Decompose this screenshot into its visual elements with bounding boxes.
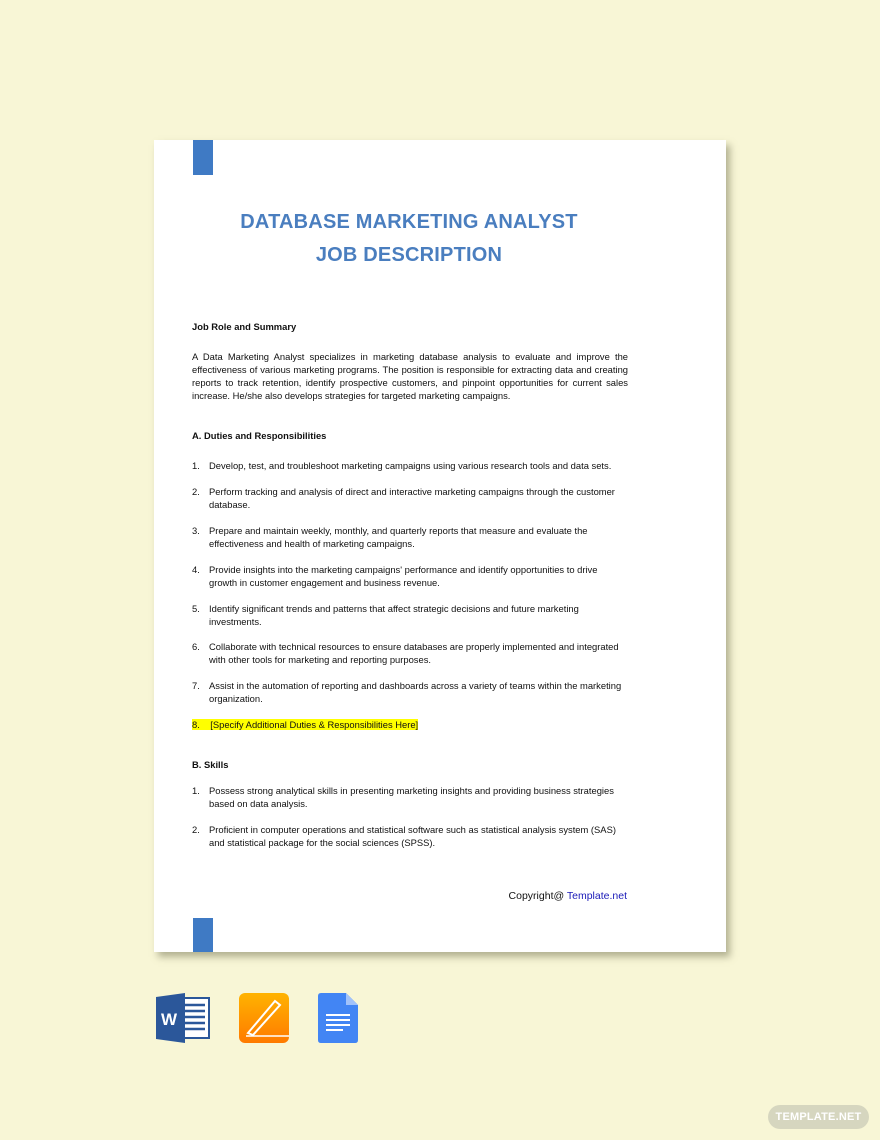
item-number: 3.: [192, 525, 200, 536]
item-text: Collaborate with technical resources to ensure databases are properly implemented and integrated with other tools for marketing and reporting purposes.: [209, 641, 619, 665]
duty-item-placeholder: [192, 718, 628, 731]
copyright-text: Copyright@: [508, 890, 567, 902]
item-text: Possess strong analytical skills in presenting marketing insights and providing business strategies based on data analysis.: [209, 785, 614, 809]
item-number: 8.: [192, 719, 200, 730]
item-number: 7.: [192, 680, 200, 691]
item-number: 1.: [192, 460, 200, 471]
top-accent-bar: [193, 140, 213, 175]
duty-item: [192, 679, 628, 705]
item-text: Assist in the automation of reporting and dashboards across a variety of teams within the marketing organization.: [209, 680, 622, 704]
duty-item: [192, 459, 628, 472]
title-line-1: DATABASE MARKETING ANALYST: [240, 211, 578, 233]
word-icon[interactable]: [156, 993, 210, 1043]
item-text: Proficient in computer operations and statistical software such as statistical analysis system (SAS) and statistical package for the social sciences (SPSS).: [209, 824, 616, 848]
summary-text: A Data Marketing Analyst specializes in marketing database analysis to evaluate and improve the effectiveness of various marketing programs. The position is responsible for extracting data and creating reports to track retention, identify prospective customers, and pinpoint opportunities for current sales increase. He/she also develops strategies for targeted marketing campaigns.: [192, 351, 628, 401]
copyright: [509, 890, 627, 902]
item-text: Provide insights into the marketing campaigns' performance and identify opportunities to drive growth in customer engagement and business revenue.: [209, 564, 598, 588]
summary-heading: Job Role and Summary: [192, 321, 297, 332]
duty-item: [192, 602, 628, 628]
duty-item: [192, 640, 628, 666]
duty-item: [192, 485, 628, 511]
item-text: [Specify Additional Duties & Responsibilities Here]: [210, 719, 419, 730]
google-docs-icon[interactable]: [318, 993, 360, 1043]
skills-heading: B. Skills: [192, 759, 229, 770]
duty-item: [192, 524, 628, 550]
pages-icon[interactable]: [239, 993, 291, 1043]
item-number: 2.: [192, 486, 200, 497]
skill-item: [192, 784, 628, 810]
copyright-link[interactable]: Template.net: [566, 890, 627, 902]
duty-item: [192, 563, 628, 589]
item-number: 6.: [192, 641, 200, 652]
item-number: 4.: [192, 564, 200, 575]
title-line-2: JOB DESCRIPTION: [315, 244, 503, 266]
item-number: 5.: [192, 603, 200, 614]
duties-heading: A. Duties and Responsibilities: [192, 430, 327, 441]
bottom-accent-bar: [193, 918, 213, 952]
svg-text:W: W: [160, 1010, 178, 1029]
item-text: Prepare and maintain weekly, monthly, and quarterly reports that measure and evaluate the effectiveness and health of marketing campaigns.: [209, 525, 588, 549]
item-number: 1.: [192, 785, 200, 796]
item-text: Identify significant trends and patterns that affect strategic decisions and future marketing investments.: [209, 603, 579, 627]
template-net-badge[interactable]: TEMPLATE.NET: [768, 1105, 869, 1129]
skill-item: [192, 823, 628, 849]
item-text: Perform tracking and analysis of direct and interactive marketing campaigns through the customer database.: [209, 486, 615, 510]
item-text: Develop, test, and troubleshoot marketing campaigns using various research tools and data sets.: [209, 460, 612, 471]
document-page: [154, 140, 726, 952]
item-number: 2.: [192, 824, 200, 835]
